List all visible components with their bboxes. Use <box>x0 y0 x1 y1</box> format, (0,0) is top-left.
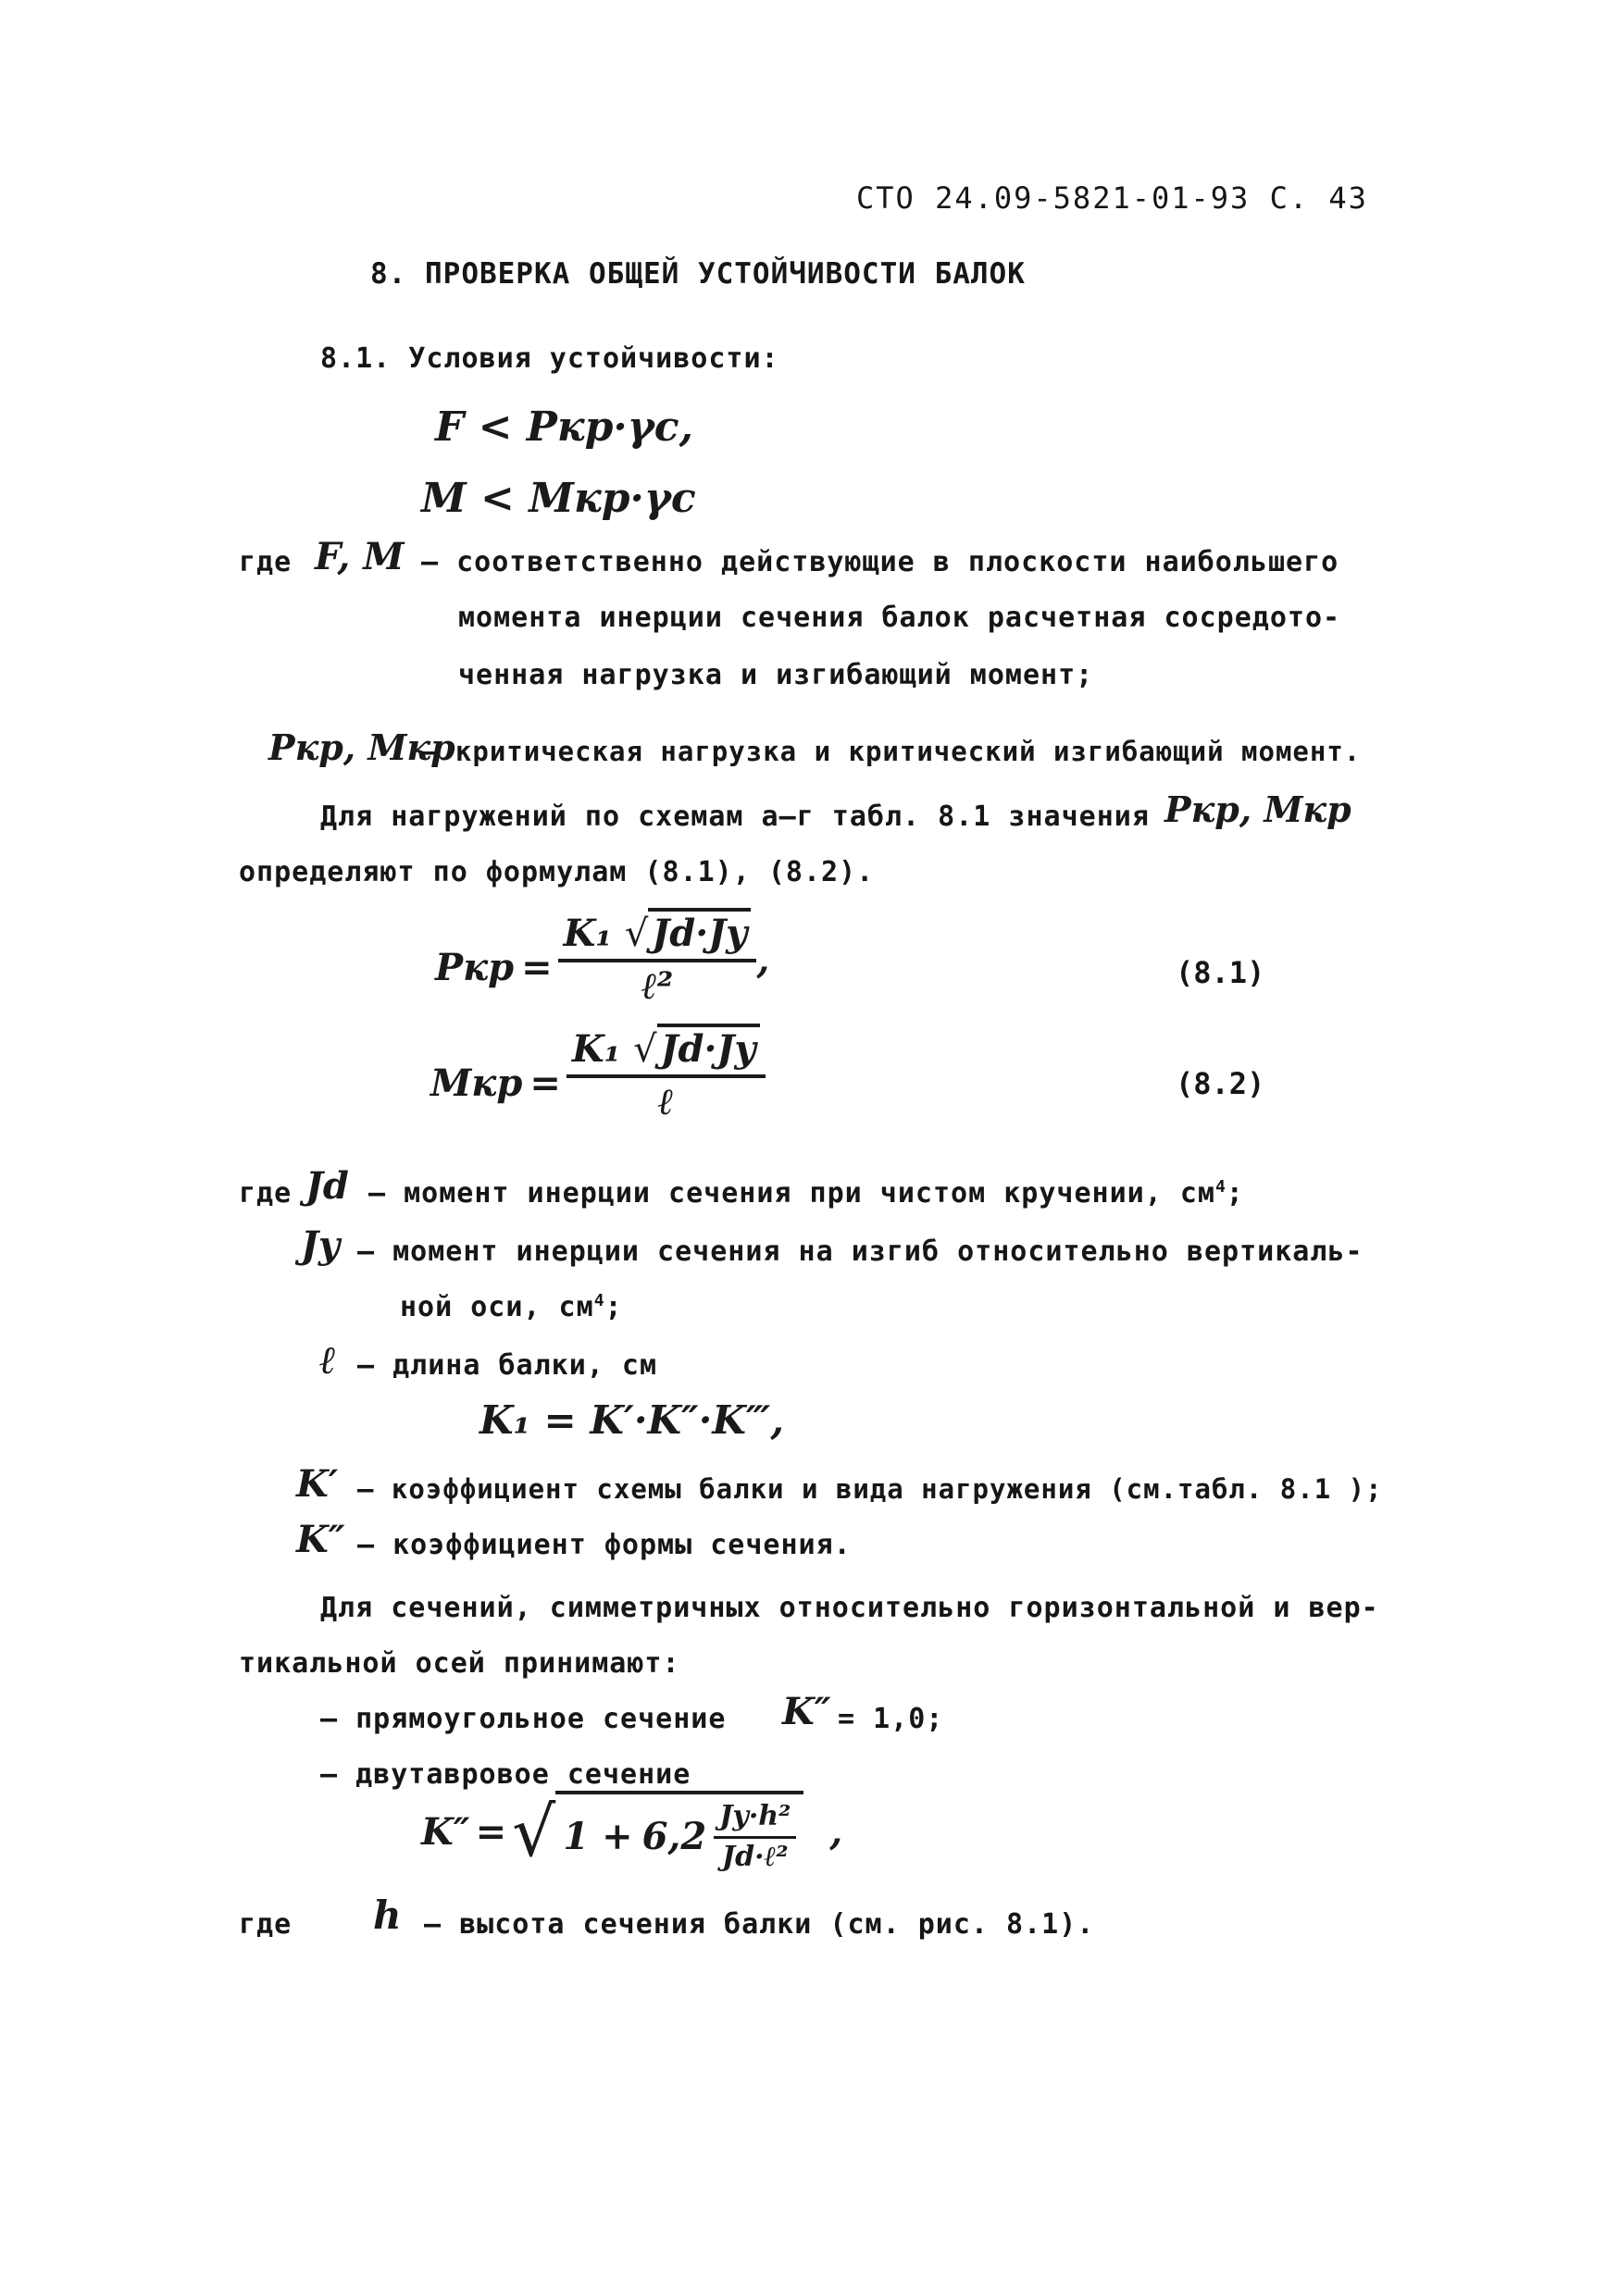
formula-8-2-fraction: $\frac{\text{K₁ √ Jd·Jy}}{\text{ℓ}}$ <box>567 1027 766 1123</box>
def-k2-symbol: K″ <box>296 1518 345 1561</box>
formula-8-1-fraction: $\frac{\text{K₁ √ Jd·Jy}}{\text{ℓ²}}$ <box>558 912 757 1008</box>
bullet-rect-value: = 1,0; <box>838 1703 944 1735</box>
def-pm-symbol: Pкр, Mкр <box>268 726 455 768</box>
def-fm-line2: момента инерции сечения балок расчетная сосредото- <box>458 602 1341 634</box>
def-k2-text: – коэффициент формы сечения. <box>357 1529 852 1561</box>
formula-8-1: Pкр = $\frac{\text{K₁ √ Jd·Jy}}{\text{ℓ²}}$ , <box>435 912 769 1008</box>
def-h-symbol: h <box>373 1893 402 1938</box>
condition-moment: M < Mкр·γс <box>421 475 696 522</box>
formula-8-1-lhs: Pкр <box>435 945 515 989</box>
bullet-ibeam-text: – двутавровое сечение <box>320 1758 691 1791</box>
formula-8-2-lhs: Mкр <box>430 1061 523 1105</box>
def-fm-where: где <box>239 546 293 578</box>
def-fm-line1: – соответственно действующие в плоскости наибольшего <box>421 546 1339 578</box>
doc-reference: СТО 24.09-5821-01-93 С. <box>856 180 1310 216</box>
loads-line1: Для нагружений по схемам а–г табл. 8.1 значения <box>320 800 1150 833</box>
def-jd-symbol: Jd <box>305 1164 349 1208</box>
bullet-rect-symbol: K″ <box>782 1690 831 1733</box>
def-fm-line3: ченная нагрузка и изгибающий момент; <box>458 659 1094 691</box>
document-header <box>856 180 1368 216</box>
def-l-text: – длина балки, см <box>357 1349 658 1382</box>
defs2-where: где <box>239 1177 293 1210</box>
def-jy-line1: – момент инерции сечения на изгиб относительно вертикаль- <box>357 1235 1364 1268</box>
sym-line2: тикальной осей принимают: <box>239 1647 680 1680</box>
k2-radicand: 1 + 6,2 $\frac{\text{Jy·h²}}{\text{Jd·ℓ²}}$ <box>555 1791 803 1873</box>
paragraph-8-1: 8.1. Условия устойчивости: <box>320 342 779 375</box>
k2-formula: K″ = √ 1 + 6,2 $\frac{\text{Jy·h²}}{\text{Jd·ℓ²}}$ , <box>421 1792 843 1873</box>
def-jy-line2: ной оси, $см^4$; <box>400 1291 623 1323</box>
page-number: 43 <box>1328 180 1368 216</box>
formula-8-2-number: (8.2) <box>1176 1066 1265 1101</box>
sqrt-sign: √ <box>624 912 649 955</box>
bullet-rect-text: – прямоугольное сечение <box>320 1703 727 1735</box>
formula-8-1-number: (8.1) <box>1176 955 1265 990</box>
def-l-symbol: ℓ <box>319 1337 336 1383</box>
formula-8-2: Mкр = $\frac{\text{K₁ √ Jd·Jy}}{\text{ℓ}}$ <box>430 1027 766 1123</box>
sqrt-sign: √ <box>633 1028 657 1071</box>
sqrt-sign: √ <box>512 1792 556 1872</box>
loads-line2: определяют по формулам (8.1), (8.2). <box>239 856 875 888</box>
def-fm-symbol: F, M <box>315 535 405 578</box>
def-jd-text: – момент инерции сечения при чистом кручении, $см^4$; <box>368 1177 1244 1210</box>
def-jy-symbol: Jy <box>301 1223 341 1267</box>
loads-line1-symbol: Pкр, Mкр <box>1164 788 1351 830</box>
sym-line1: Для сечений, симметричных относительно горизонтальной и вер- <box>320 1592 1379 1624</box>
def-h-text: – высота сечения балки (см. рис. 8.1). <box>424 1908 1095 1941</box>
def-k1-symbol: K′ <box>296 1462 339 1506</box>
condition-force: F < Pкр·γс, <box>435 403 693 451</box>
def-h-where: где <box>239 1908 293 1941</box>
section-title: 8. ПРОВЕРКА ОБЩЕЙ УСТОЙЧИВОСТИ БАЛОК <box>370 257 1026 291</box>
def-pm-text: – критическая нагрузка и критический изгибающий момент. <box>421 736 1362 767</box>
def-k1-text: – коэффициент схемы балки и вида нагружения (см.табл. 8.1 ); <box>357 1473 1383 1505</box>
k1-formula: K₁ = K′·K″·K‴, <box>479 1397 785 1443</box>
